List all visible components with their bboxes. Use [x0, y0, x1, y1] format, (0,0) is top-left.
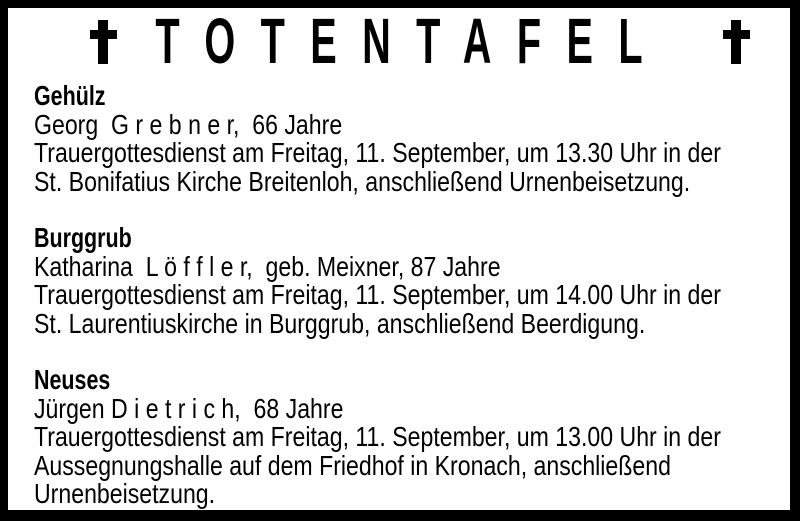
notice-list — [8, 82, 790, 509]
notice-place: Burggrub — [34, 222, 132, 253]
notice-gehuelz — [34, 82, 790, 196]
latin-cross-icon — [90, 20, 117, 64]
notice-burggrub — [34, 224, 790, 338]
notice-detail-line: Aussegnungshalle auf dem Friedhof in Kronach, anschließend — [34, 449, 671, 481]
notice-detail-line: Trauergottesdienst am Freitag, 11. September, um 14.00 Uhr in der — [34, 279, 721, 310]
notice-name-line: Georg G r e b n e r, 66 Jahre — [34, 108, 343, 140]
board-header — [8, 5, 790, 82]
latin-cross-icon — [723, 20, 750, 64]
notice-name-line: Katharina L ö f f l e r, geb. Meixner, 87 Jahre — [34, 250, 501, 282]
notice-name-line: Jürgen D i e t r i c h, 68 Jahre — [34, 392, 344, 424]
notice-neuses — [34, 366, 790, 509]
notice-detail-line: St. Bonifatius Kirche Breitenloh, anschließend Urnenbeisetzung. — [34, 165, 691, 197]
notice-detail-line: Urnenbeisetzung. — [34, 478, 216, 509]
board-title: TOTENTAFEL — [155, 5, 668, 77]
notice-detail-line: Trauergottesdienst am Freitag, 11. September, um 13.30 Uhr in der — [34, 137, 721, 168]
totentafel-board — [8, 5, 790, 510]
notice-place: Neuses — [34, 364, 111, 395]
notice-detail-line: Trauergottesdienst am Freitag, 11. September, um 13.00 Uhr in der — [34, 421, 721, 452]
notice-place: Gehülz — [34, 80, 106, 111]
notice-detail-line: St. Laurentiuskirche in Burggrub, anschließend Beerdigung. — [34, 307, 646, 339]
